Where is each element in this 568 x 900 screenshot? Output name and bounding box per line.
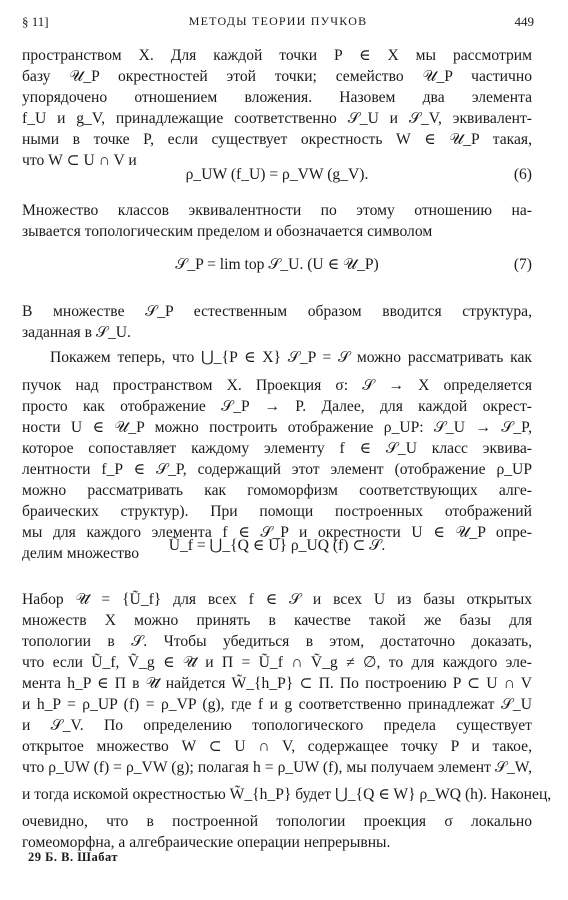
text-line: очевидно, что в построенной топологии проекция σ локально <box>22 813 532 830</box>
text-line: открытое множество W ⊂ U ∩ V, содержащее точку P и такое, <box>22 738 532 755</box>
text-line: браических структур). При помощи построенных отображений <box>22 503 532 520</box>
text-line: делим множество <box>22 545 140 562</box>
text-line: что ρ_UW (f) = ρ_VW (g); полагая h = ρ_UW (f), мы получаем элемент 𝒮_W, <box>22 759 532 776</box>
running-title: МЕТОДЫ ТЕОРИИ ПУЧКОВ <box>188 14 368 28</box>
text-line: зывается топологическим пределом и обозначается символом <box>22 223 433 240</box>
page-number: 449 <box>514 14 534 29</box>
text-line: лентности f_P ∈ 𝒮_P, содержащий этот элемент (отображение ρ_UP <box>22 461 532 478</box>
section-mark: § 11] <box>22 14 49 29</box>
formula-U-f: Ũ_f = ⋃_{Q ∈ U} ρ_UQ (f) ⊂ 𝒮. <box>168 537 386 554</box>
text-line: ности U ∈ 𝒰_P можно построить отображение ρ_UP: 𝒮_U → 𝒮_P, <box>22 419 532 436</box>
text-line: f_U и g_V, принадлежащие соответственно 𝒮_U и 𝒮_V, эквивалент- <box>22 110 532 127</box>
text-line: и h_P = ρ_UP (f) = ρ_VP (g), где f и g соответственно принадлежат 𝒮_U <box>22 696 532 713</box>
text-line: мы для каждого элемента f ∈ 𝒮_P и окрестности U ∈ 𝒰_P опре- <box>22 524 532 541</box>
text-line: мента h_P ∈ Π в 𝒰̃ найдется W̃_{h_P} ⊂ Π. По построению P ⊂ U ∩ V <box>22 675 532 692</box>
text-line: упорядочено отношением вложения. Назовем два элемента <box>22 89 532 106</box>
text-line: пучок над пространством X. Проекция σ: 𝒮 → X определяется <box>22 377 532 394</box>
text-line: ными в точке P, если существует окрестность W ∈ 𝒰_P такая, <box>22 131 532 148</box>
text-line: Набор 𝒰̃ = {Ũ_f} для всех f ∈ 𝒮 и всех U из базы открытых <box>22 591 532 608</box>
text-line: что если Ũ_f, Ṽ_g ∈ 𝒰̃ и Π = Ũ_f ∩ Ṽ_g ≠ ∅, то для каждого эле- <box>22 654 532 671</box>
text-line: Покажем теперь, что ⋃_{P ∈ X} 𝒮_P = 𝒮 можно рассматривать как <box>50 349 532 366</box>
text-line: пространством X. Для каждой точки P ∈ X мы рассмотрим <box>22 47 532 64</box>
equation-number-6: (6) <box>513 166 532 183</box>
text-line: и тогда искомой окрестностью W̃_{h_P} будет ⋃_{Q ∈ W} ρ_WQ (h). Наконец, <box>22 786 552 803</box>
text-line: что W ⊂ U ∩ V и <box>22 152 137 169</box>
formula-7: 𝒮_P = lim top 𝒮_U. (U ∈ 𝒰_P) <box>175 256 379 273</box>
equation-number-7: (7) <box>513 256 532 273</box>
text-line: и 𝒮_V. По определению топологического предела существует <box>22 717 532 734</box>
text-line: Множество классов эквивалентности по этому отношению на- <box>22 202 532 219</box>
formula-6: ρ_UW (f_U) = ρ_VW (g_V). <box>185 166 369 183</box>
text-line: которое сопоставляет каждому элементу f ∈ 𝒮_U класс эквива- <box>22 440 532 457</box>
text-line: заданная в 𝒮_U. <box>22 324 131 341</box>
signature-footer: 29 Б. В. Шабат <box>28 850 119 864</box>
text-line: топологии в 𝒮. Чтобы убедиться в этом, достаточно доказать, <box>22 633 532 650</box>
page-header <box>22 14 534 34</box>
text-line: множеств X можно принять в качестве такой же базы для <box>22 612 532 629</box>
text-line: базу 𝒰_P окрестностей этой точки; семейство 𝒰_P частично <box>22 68 532 85</box>
text-line: просто как отображение 𝒮_P → P. Далее, для каждой окрест- <box>22 398 532 415</box>
text-line: В множестве 𝒮_P естественным образом вводится структура, <box>22 303 532 320</box>
text-line: гомеоморфна, а алгебраические операции непрерывны. <box>22 834 391 851</box>
text-line: можно рассматривать как гомоморфизм соответствующих алге- <box>22 482 532 499</box>
